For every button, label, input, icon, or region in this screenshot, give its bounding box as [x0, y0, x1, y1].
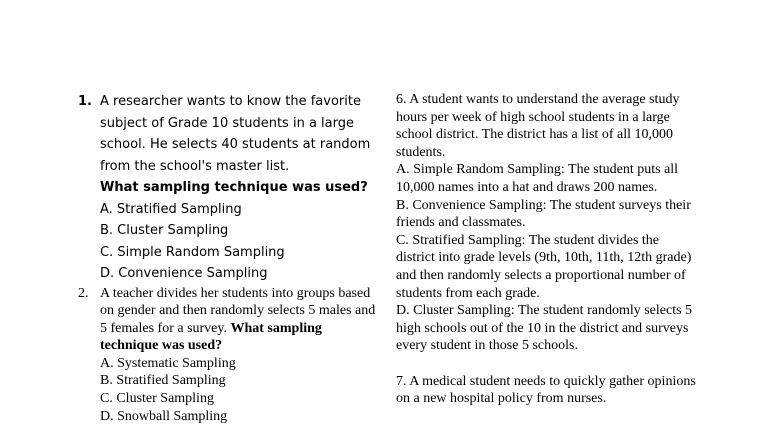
question-number: 2.	[78, 285, 89, 301]
option-b: B. Convenience Sampling: The student surveys their friends and classmates.	[396, 197, 691, 231]
spacer	[396, 355, 696, 373]
option-d: D. Cluster Sampling: The student randomly selects 5 high schools out of the 10 in the district and surveys every student in those 5 schools.	[396, 303, 693, 354]
option-a: A. Stratified Sampling	[100, 201, 242, 217]
question-stem: 6. A student wants to understand the average study hours per week of high school students in a large school district. The district has a list of all 10,000 students.	[396, 92, 680, 160]
option-c: C. Cluster Sampling	[100, 391, 214, 407]
question-2	[78, 285, 378, 426]
question-7	[396, 373, 696, 408]
question-stem: A teacher divides her students into groups based on gender and then randomly selects 5 males and 5 females for a survey.	[100, 285, 376, 336]
option-b: B. Stratified Sampling	[100, 373, 226, 389]
option-c: C. Simple Random Sampling	[100, 244, 285, 260]
question-number: 1.	[78, 94, 92, 109]
option-d: D. Snowball Sampling	[100, 408, 228, 424]
option-d: D. Convenience Sampling	[100, 266, 268, 281]
question-prompt: What sampling technique was used?	[100, 320, 322, 354]
question-6	[396, 91, 696, 355]
option-b: B. Cluster Sampling	[100, 223, 229, 238]
right-column	[396, 91, 696, 408]
option-a: A. Systematic Sampling	[100, 355, 236, 371]
left-column	[78, 91, 378, 425]
question-prompt: What sampling technique was used?	[100, 180, 368, 195]
option-c: C. Stratified Sampling: The student divides the district into grade levels (9th, 10th, 11th, 12th grade) and then randomly selects a proportional number of students from each grade.	[396, 232, 692, 301]
question-1	[78, 91, 378, 285]
question-stem: A researcher wants to know the favorite subject of Grade 10 students in a large school. He selects 40 students at random from the school's master list.	[100, 94, 371, 174]
option-a: A. Simple Random Sampling: The student puts all 10,000 names into a hat and draws 200 names.	[396, 162, 679, 195]
question-stem: 7. A medical student needs to quickly gather opinions on a new hospital policy from nurses.	[396, 373, 696, 407]
